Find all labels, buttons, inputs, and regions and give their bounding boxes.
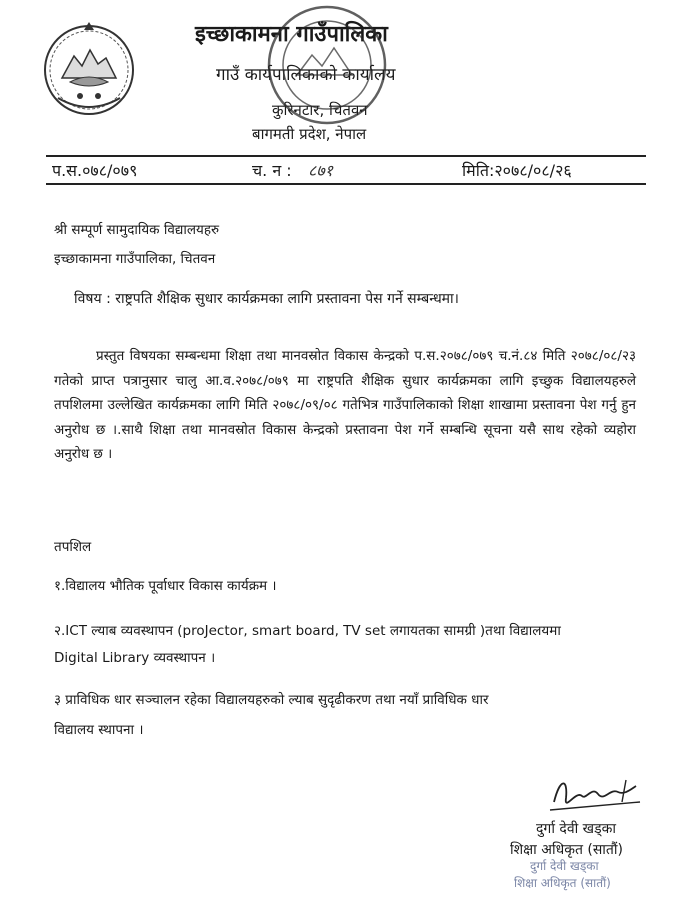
- office-address: कुरिनटार, चितवन: [272, 101, 368, 119]
- patra-sankhya: प.स.०७८/०७९: [52, 161, 138, 180]
- tapsil-item-3-line-1: ३ प्राविधिक धार सञ्चालन रहेका विद्यालयहरुको ल्याब सुदृढीकरण तथा नयाँ प्राविधिक धार: [54, 692, 489, 708]
- subject-line: विषय : राष्ट्रपति शैक्षिक सुधार कार्यक्रमका लागि प्रस्तावना पेस गर्ने सम्बन्धमा।: [74, 291, 459, 307]
- body-text: प्रस्तुत विषयका सम्बन्धमा शिक्षा तथा मानवस्रोत विकास केन्द्रको प.स.२०७८/०७९ च.नं.८४ मिति २०७८/०८/२३ गतेको प्राप्त पत्रानुसार चालु आ.व.२०७८/०७९ मा राष्ट्रपति शैक्षिक सुधार कार्यक्रमका लागि इच्छुक विद्यालयहरुले तपशिलमा उल्लेखित कार्यक्रमका लागि मिति २०७८/०९/०८ गतेभित्र गाउँपालिकाको शिक्षा शाखामा प्रस्तावना पेश गर्नु हुन अनुरोध छ ।.साथै शिक्षा तथा मानवस्रोत विकास केन्द्रको प्रस्तावना पेश गर्ने सम्बन्धि सूचना यसै साथ रहेको व्यहोरा अनुरोध छ ।: [54, 348, 636, 462]
- province-line: बागमती प्रदेश, नेपाल: [252, 125, 367, 143]
- signatory-name: दुर्गा देवी खड्का: [536, 821, 617, 837]
- tapsil-heading: तपशिल: [54, 539, 92, 555]
- chalani-number: ८७१: [308, 161, 333, 180]
- chalani-label: च. न :: [252, 161, 292, 180]
- recipient-line-2: इच्छाकामना गाउँपालिका, चितवन: [54, 251, 216, 267]
- signature-icon: [546, 772, 642, 820]
- tapsil-item-1: १.विद्यालय भौतिक पूर्वाधार विकास कार्यक्रम ।: [54, 578, 277, 594]
- tapsil-item-2-line-1: २.ICT ल्याब व्यवस्थापन (proJector, smart board, TV set लगायतका सामग्री )तथा विद्यालयमा: [54, 623, 561, 639]
- tapsil-item-3-line-2: विद्यालय स्थापना ।: [54, 722, 144, 738]
- recipient-line-1: श्री सम्पूर्ण सामुदायिक विद्यालयहरु: [54, 222, 220, 238]
- reference-row: [46, 157, 646, 182]
- stamp-title: शिक्षा अधिकृत (सातौं): [514, 876, 611, 890]
- municipality-name: इच्छाकामना गाउँपालिका: [195, 22, 388, 47]
- header-bottom-rule: [46, 183, 646, 185]
- letter-date: मिति:२०७८/०८/२६: [462, 161, 572, 180]
- signatory-title: शिक्षा अधिकृत (सातौं): [510, 842, 623, 858]
- stamp-name: दुर्गा देवी खड्का: [530, 859, 599, 873]
- tapsil-item-2-line-2: Digital Library व्यवस्थापन ।: [54, 650, 216, 666]
- office-seal-icon: [262, 0, 392, 130]
- body-paragraph: [54, 344, 636, 467]
- office-name: गाउँ कार्यपालिकाको कार्यालय: [216, 65, 396, 85]
- nepal-emblem-icon: [40, 20, 138, 116]
